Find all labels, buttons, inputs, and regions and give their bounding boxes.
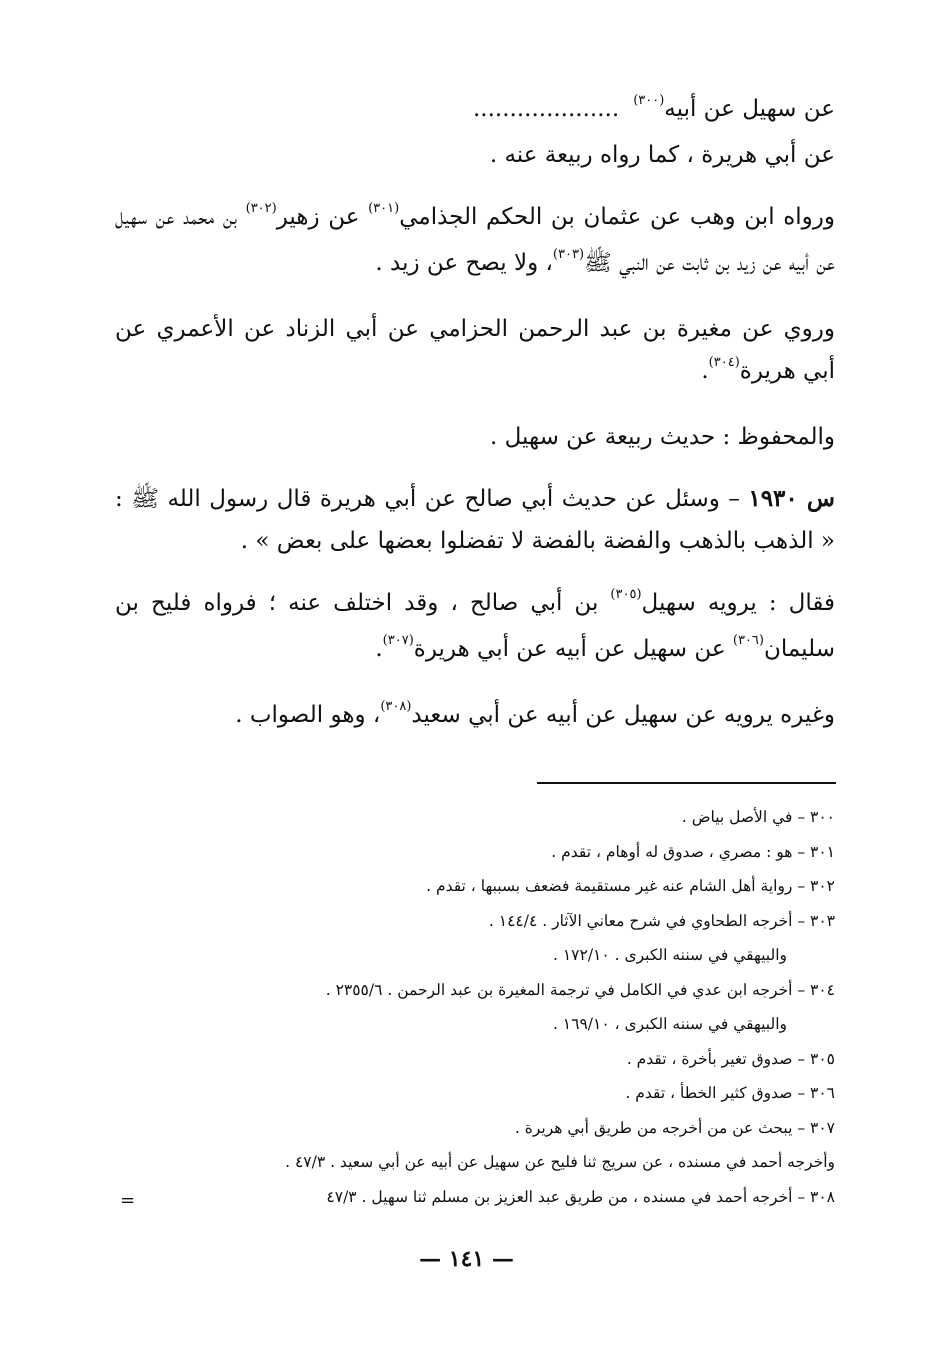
footnote-305: ٣٠٥ – صدوق تغير بأخرة ، تقدم .: [626, 1049, 835, 1068]
footnote-306: ٣٠٦ – صدوق كثير الخطأ ، تقدم .: [625, 1084, 835, 1102]
footnote-308: ٣٠٨ – أخرجه أحمد في مسنده ، من طريق عبد العزيز بن مسلم ثنا سهيل . ٤٧/٣: [326, 1187, 835, 1206]
line-2: عن أبي هريرة ، كما رواه ربيعة عنه .: [489, 142, 835, 168]
main-text: [115, 88, 835, 740]
footnote-307: ٣٠٧ – يبحث عن من أخرجه من طريق أبي هريرة .: [514, 1118, 835, 1137]
footnote-302: ٣٠٢ – رواية أهل الشام عنه غير مستقيمة فضعف بسببها ، تقدم .: [426, 877, 835, 895]
footnote-300: ٣٠٠ – في الأصل بياض .: [681, 808, 835, 826]
footnote-303: ٣٠٣ – أخرجه الطحاوي في شرح معاني الآثار . ١٤٤/٤ .: [488, 911, 835, 930]
paragraph-2: وروي عن مغيرة بن عبد الرحمن الحزامي عن أبي الزناد عن الأعمري عن أبي هريرة$^{(٣٠٤)}$.: [115, 316, 835, 384]
footnote-ref-306: (٣٠٦): [732, 633, 764, 648]
footnote-ref-304: (٣٠٤): [708, 355, 740, 370]
paragraph-1: ورواه ابن وهب عن عثمان بن الحكم الجذامي$^{(٣٠١)}$ عن زهير$^{(٣٠٢)}$ بن محمد عن سهيل عن أبيه عن زيد بن ثابت عن النبي ﷺ$^{(٣٠٣)}$، ولا يصح عن زيد .: [115, 201, 835, 276]
footnote-303-continued: والبيهقي في سننه الكبرى . ١٧٢/١٠ .: [553, 946, 787, 964]
paragraph-3: والمحفوظ : حديث ربيعة عن سهيل .: [490, 424, 835, 450]
answer-paragraph: فقال : يرويه سهيل$^{(٣٠٥)}$ بن أبي صالح ، وقد اختلف عنه ؛ فرواه فليح بن سليمان$^{(٣٠٦)}$ عن سهيل عن أبيه عن أبي هريرة$^{(٣٠٧)}$.: [115, 587, 835, 662]
footnote-separator: [537, 782, 836, 784]
line-1-text: عن سهيل عن أبيه: [664, 96, 835, 122]
footnote-301: ٣٠١ – هو : مصري ، صدوق له أوهام ، تقدم .: [551, 842, 835, 861]
page-number: — ١٤١ —: [419, 1246, 514, 1272]
footnote-ref-301: (٣٠١): [368, 201, 400, 216]
last-paragraph: وغيره يرويه عن سهيل عن أبيه عن أبي سعيد$^{(٣٠٨)}$، وهو الصواب .: [235, 699, 835, 728]
footnote-ref-302: (٣٠٢): [245, 201, 277, 216]
footnote-304: ٣٠٤ – أخرجه ابن عدي في الكامل في ترجمة المغيرة بن عبد الرحمن . ٢٣٥٥/٦ .: [325, 980, 835, 999]
ellipsis-dots: ....................: [472, 96, 620, 122]
footnote-ref-305: (٣٠٥): [610, 587, 642, 602]
footnote-ref-307: (٣٠٧): [382, 633, 414, 648]
footnote-ref-308: (٣٠٨): [380, 699, 412, 714]
continuation-mark: =: [120, 1190, 136, 1211]
question-1930: [115, 478, 835, 562]
question-number: س ١٩٣٠: [748, 485, 836, 512]
footnotes: [95, 800, 835, 1214]
footnote-ref-303: (٣٠٣): [552, 247, 585, 262]
line-1: [115, 88, 835, 134]
footnote-304-continued: والبيهقي في سننه الكبرى ، ١٦٩/١٠ .: [552, 1015, 787, 1033]
footnote-ref-300: (٣٠٠): [633, 93, 665, 108]
question-text: – وسئل عن حديث أبي صالح عن أبي هريرة قال رسول الله ﷺ : « الذهب بالذهب والفضة بالفضة لا تفضلوا بعضها على بعض » .: [115, 486, 835, 554]
footnote-307-continued: وأخرجه أحمد في مسنده ، عن سريج ثنا فليح عن سهيل عن أبيه عن أبي سعيد . ٤٧/٣ .: [285, 1153, 835, 1171]
